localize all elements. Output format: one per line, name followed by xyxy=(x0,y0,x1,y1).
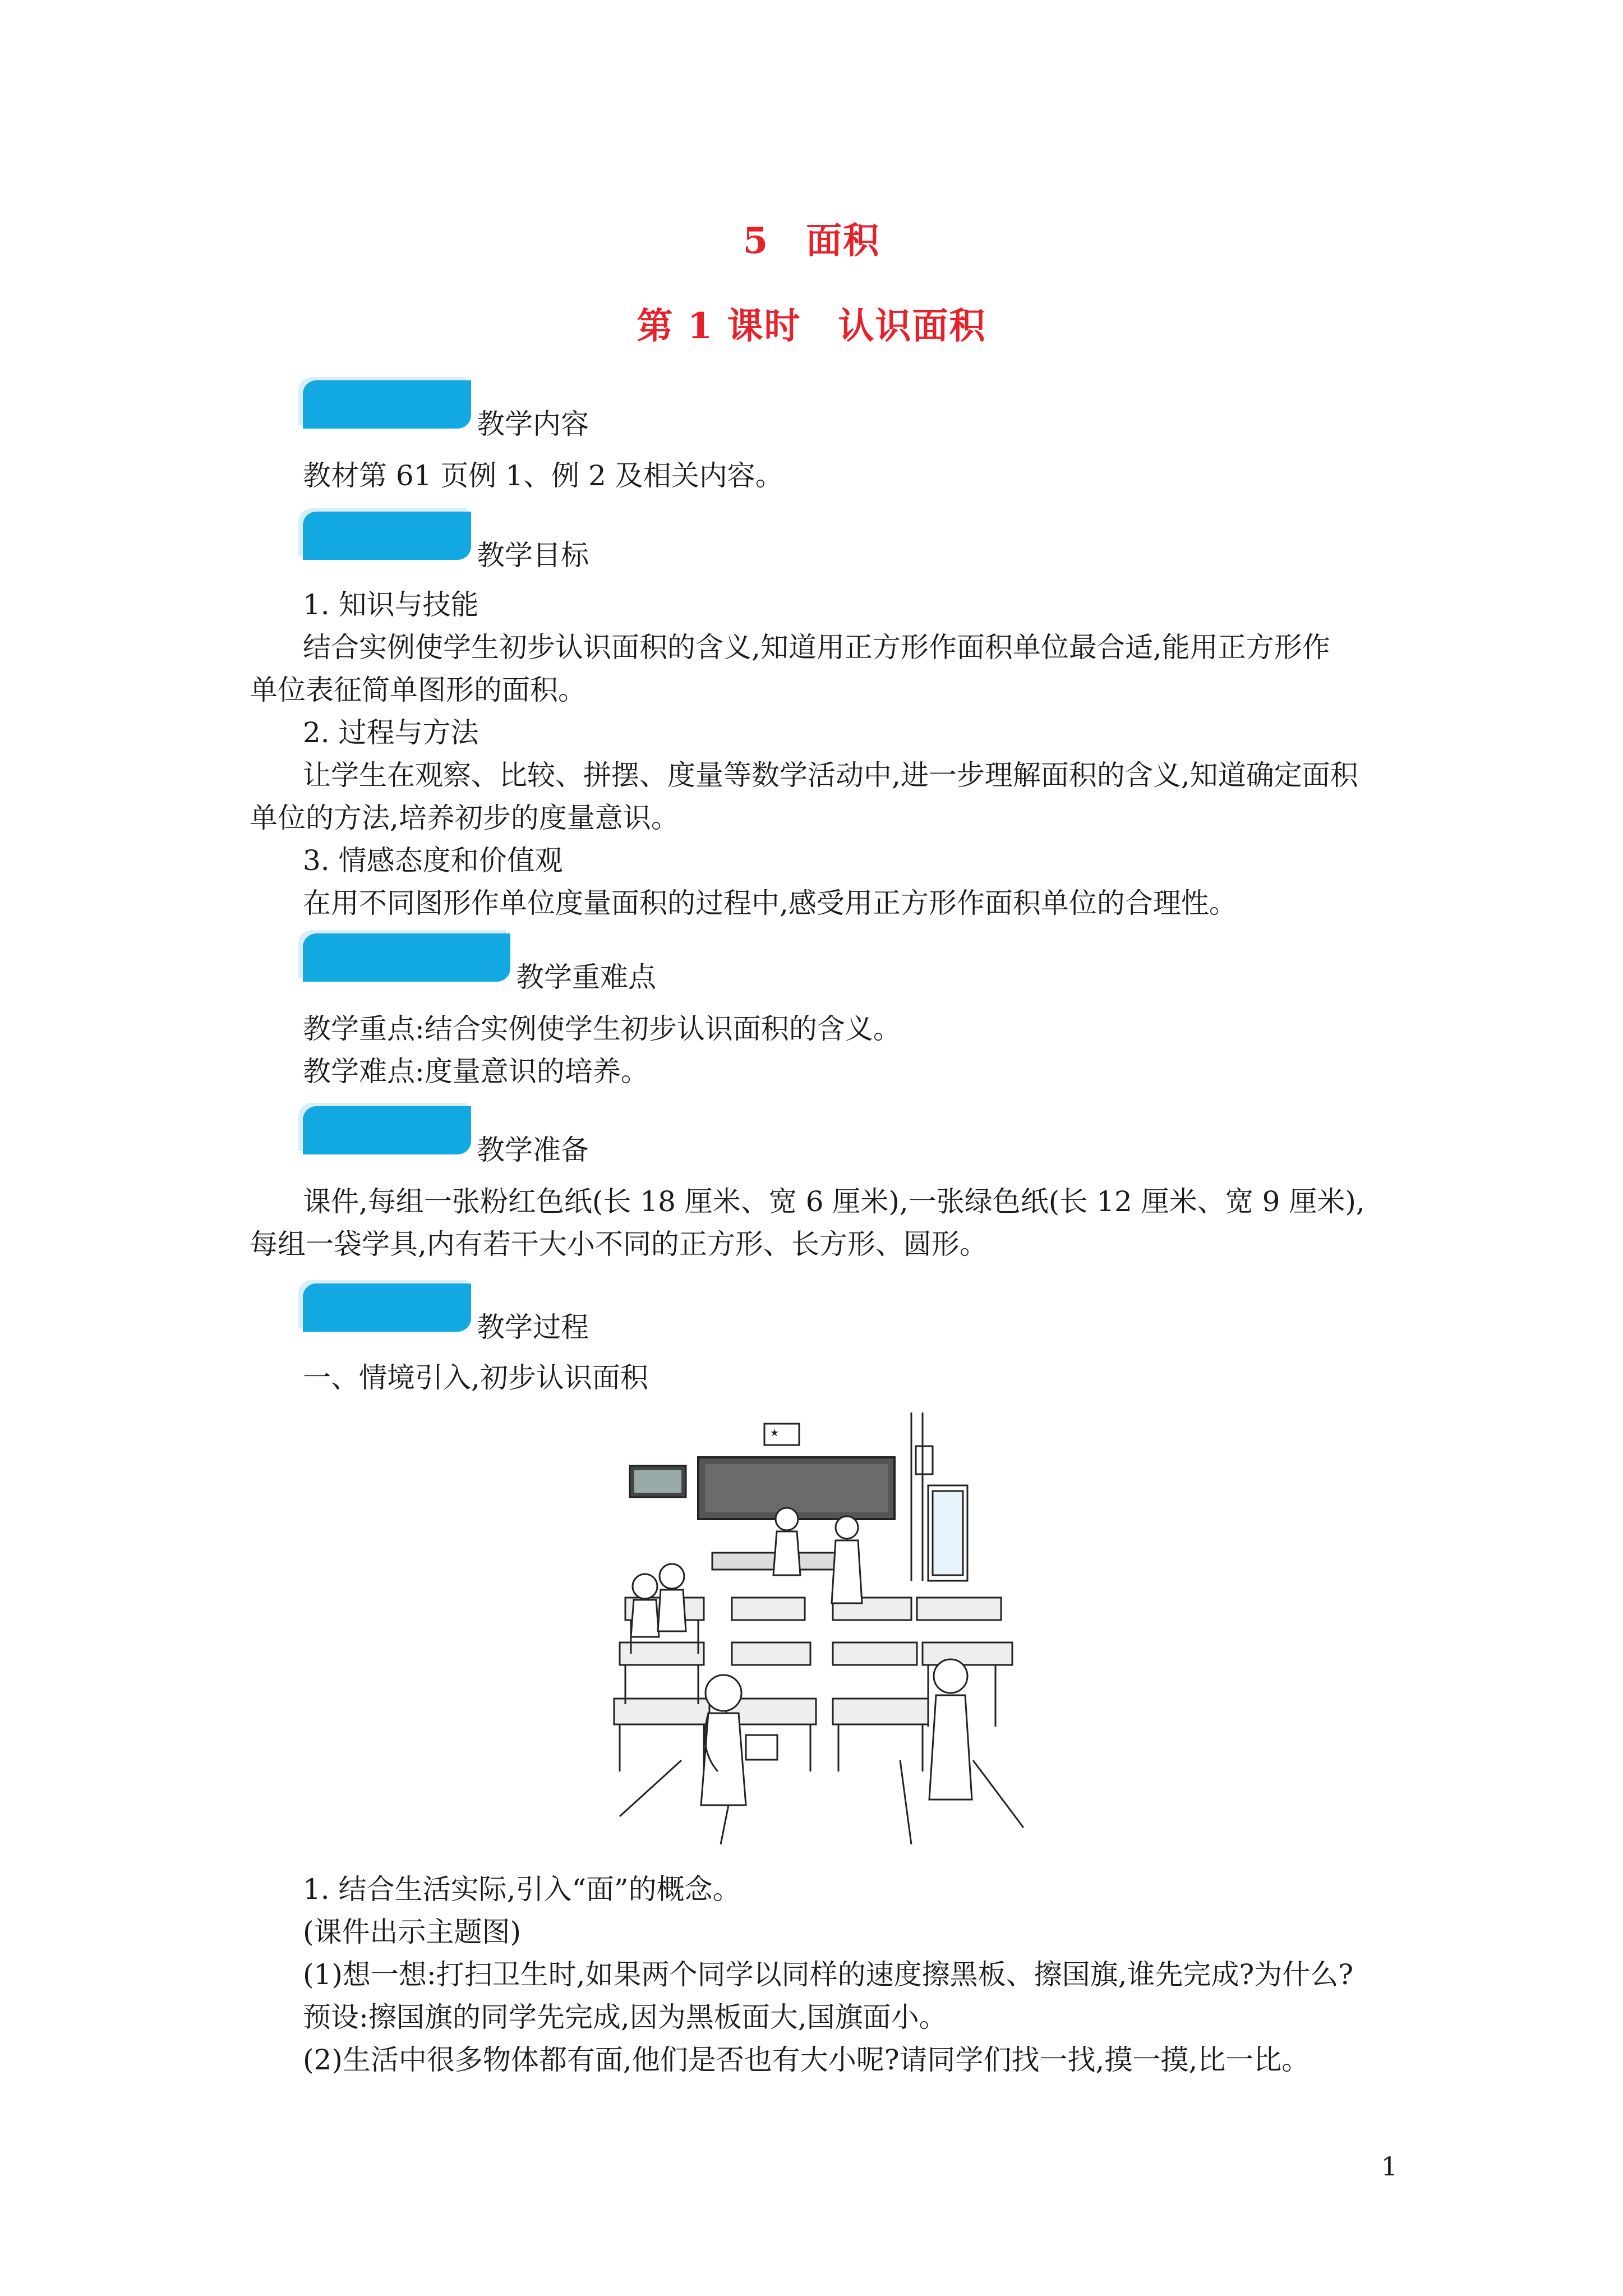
process-step-4: 预设:擦国旗的同学先完成,因为黑板面大,国旗面小。 xyxy=(303,2001,947,2033)
page-number: 1 xyxy=(1381,2151,1398,2182)
prep-text-line1: 课件,每组一张粉红色纸(长 18 厘米、宽 6 厘米),一张绿色纸(长 12 厘米、宽 9 厘米), xyxy=(303,1185,1365,1218)
goal-2-text-line1: 让学生在观察、比较、拼摆、度量等数学活动中,进一步理解面积的含义,知道确定面积 xyxy=(303,759,1358,792)
goal-2-title: 2. 过程与方法 xyxy=(303,716,479,749)
goal-3-text-line1: 在用不同图形作单位度量面积的过程中,感受用正方形作面积单位的合理性。 xyxy=(303,887,1237,919)
prep-text-line2: 每组一袋学具,内有若干大小不同的正方形、长方形、圆形。 xyxy=(250,1228,988,1260)
chapter-title: 5 面积 xyxy=(743,220,880,262)
section-label: 教学内容 xyxy=(477,408,589,440)
section-label: 教学目标 xyxy=(477,539,589,572)
section-tag-marker xyxy=(303,512,471,560)
process-step-5: (2)生活中很多物体都有面,他们是否也有大小呢?请同学们找一找,摸一摸,比一比。 xyxy=(303,2044,1310,2076)
section-label: 教学准备 xyxy=(477,1134,589,1166)
section-tag-marker xyxy=(303,1283,471,1332)
section-tag-marker xyxy=(303,380,471,429)
goal-1-text-line1: 结合实例使学生初步认识面积的含义,知道用正方形作面积单位最合适,能用正方形作 xyxy=(303,631,1330,664)
process-heading: 一、情境引入,初步认识面积 xyxy=(303,1361,648,1394)
content-text: 教材第 61 页例 1、例 2 及相关内容。 xyxy=(303,459,783,492)
process-step-2: (课件出示主题图) xyxy=(303,1916,522,1948)
lesson-title: 第 1 课时 认识面积 xyxy=(637,305,986,347)
classroom-illustration xyxy=(608,1412,1035,1844)
keypoint-focus: 教学重点:结合实例使学生初步认识面积的含义。 xyxy=(303,1013,901,1045)
section-tag-marker xyxy=(303,1106,471,1154)
svg-text:★: ★ xyxy=(770,1427,780,1439)
goal-3-title: 3. 情感态度和价值观 xyxy=(303,844,563,877)
goal-2-text-line2: 单位的方法,培养初步的度量意识。 xyxy=(250,802,679,834)
section-label: 教学过程 xyxy=(477,1311,589,1343)
process-step-3: (1)想一想:打扫卫生时,如果两个同学以同样的速度擦黑板、擦国旗,谁先完成?为什么? xyxy=(303,1958,1354,1991)
keypoint-difficulty: 教学难点:度量意识的培养。 xyxy=(303,1055,649,1088)
goal-1-text-line2: 单位表征简单图形的面积。 xyxy=(250,674,586,706)
section-label: 教学重难点 xyxy=(516,961,656,993)
goal-1-title: 1. 知识与技能 xyxy=(303,588,479,621)
section-tag-marker xyxy=(303,933,510,982)
process-step-1: 1. 结合生活实际,引入“面”的概念。 xyxy=(303,1873,741,1906)
